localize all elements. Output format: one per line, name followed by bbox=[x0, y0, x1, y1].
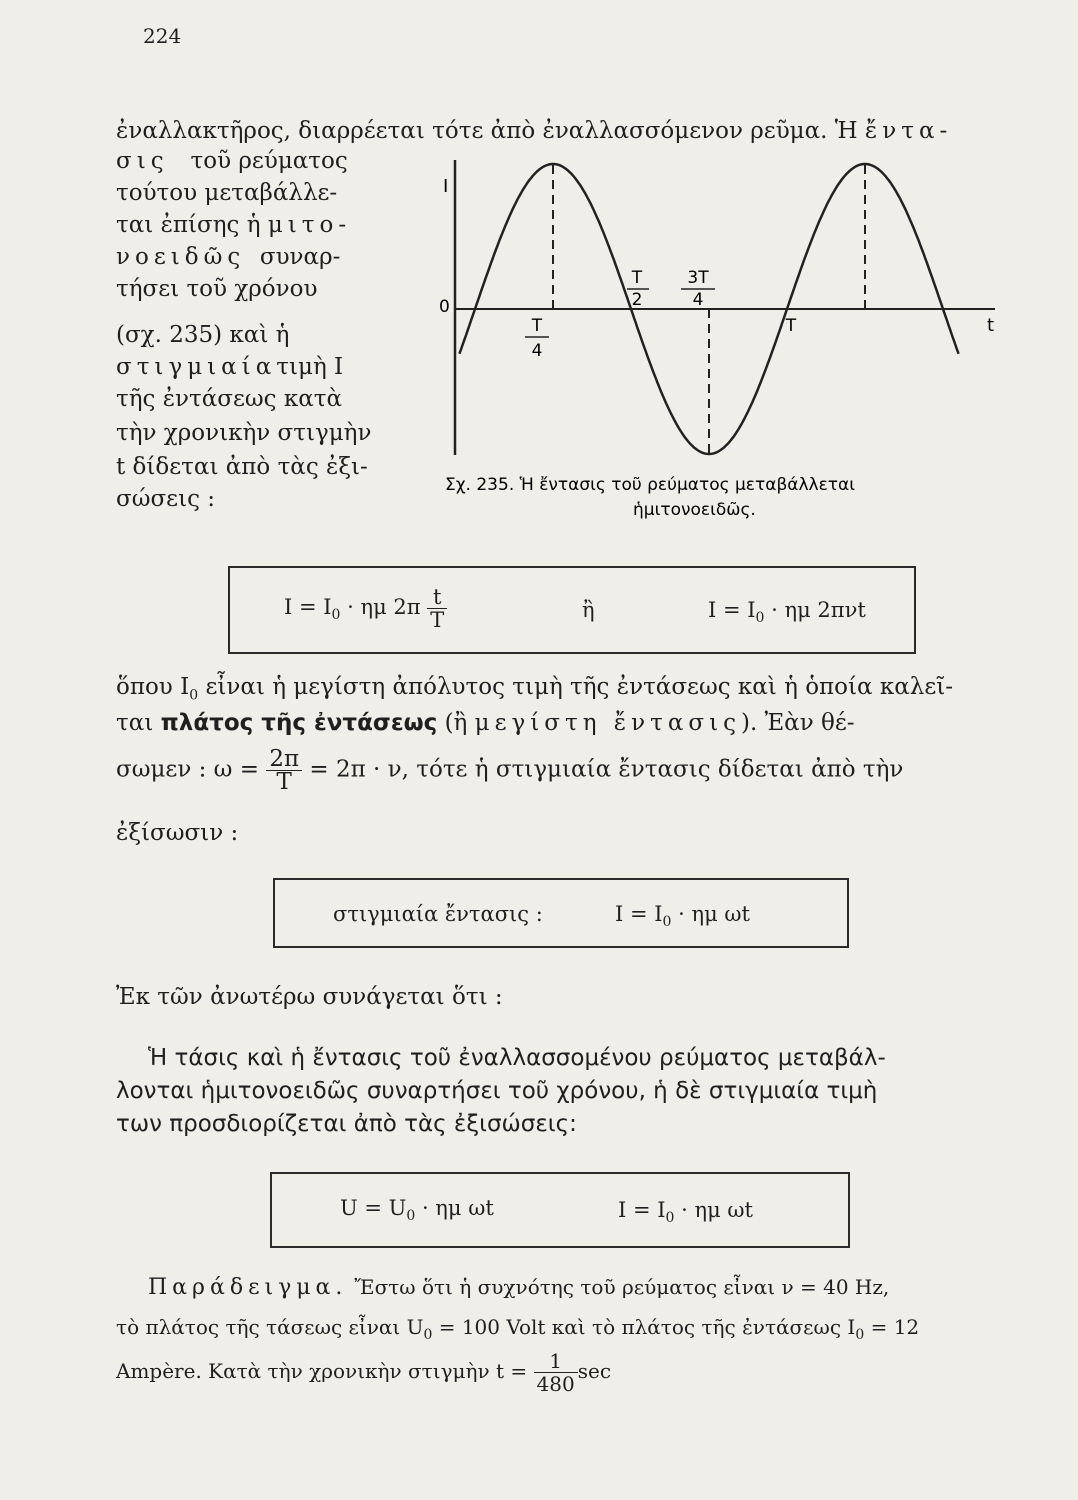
para1-line4: ται ἐπίσης ἡ μιτο- bbox=[116, 212, 352, 238]
equation-2-label: στιγμιαία ἔντασις : bbox=[333, 902, 543, 926]
equation-3-voltage: $U = U_0 \cdot \eta\mu$ ωt bbox=[340, 1196, 494, 1225]
example-line3: Ampère. Κατὰ τὴν χρονικὴν στιγμὴν t = $\frac{1}{480}$ sec bbox=[116, 1349, 612, 1396]
para1-line12: σώσεις : bbox=[116, 486, 216, 512]
tick-label-3t4-num: 3T bbox=[687, 268, 709, 288]
equation-1-right: $I = I_0 \cdot \eta\mu$ 2πνt bbox=[708, 598, 866, 627]
equation-box-2 bbox=[273, 878, 849, 948]
axis-label-i: I bbox=[443, 176, 449, 197]
example-line2: τὸ πλάτος τῆς τάσεως εἶναι $U_0 = 100$ Volt καὶ τὸ πλάτος τῆς ἐντάσεως $I_0 = 12$ bbox=[116, 1315, 920, 1343]
tick-label-3t4-den: 4 bbox=[692, 290, 704, 310]
para2-line4: ἐξίσωσιν : bbox=[116, 820, 239, 846]
equation-1-or: ἢ bbox=[582, 598, 595, 622]
equation-3-current: $I = I_0 \cdot \eta\mu$ ωt bbox=[618, 1198, 753, 1227]
para4-line1: Ἡ τάσις καὶ ἡ ἔντασις τοῦ ἐναλλασσομένου ρεύματος μεταβάλ- bbox=[148, 1045, 886, 1071]
page-number: 224 bbox=[143, 24, 182, 48]
equation-box-1 bbox=[228, 566, 916, 654]
fraction-2pi-over-T: $\frac{2\pi}{T}$ bbox=[266, 748, 302, 793]
para1-line1: ἐναλλακτῆρος, διαρρέεται τότε ἀπὸ ἐναλλασσόμενον ρεῦμα. Ἡ ἔντα- bbox=[116, 118, 953, 144]
para2-line2: ται πλάτος τῆς ἐντάσεως (ἢ μεγίστη ἔντασις). Ἐὰν θέ- bbox=[116, 710, 855, 736]
para1-line6: τήσει τοῦ χρόνου bbox=[116, 276, 318, 302]
fraction-1-over-480: $\frac{1}{480}$ bbox=[534, 1350, 578, 1395]
example-line1: Παράδειγμα. Ἔστω ὅτι ἡ συχνότης τοῦ ρεύματος εἶναι ν = 40 Hz, bbox=[148, 1275, 890, 1300]
tick-label-t4-den: 4 bbox=[531, 341, 543, 361]
para2-line3: σωμεν : ω = $\frac{2\pi}{T}$ = 2π · ν, τότε ἡ στιγμιαία ἔντασις δίδεται ἀπὸ τὴν bbox=[116, 746, 904, 795]
equation-2-formula: $I = I_0 \cdot \eta\mu$ ωt bbox=[615, 902, 750, 931]
equation-box-3 bbox=[270, 1172, 850, 1248]
sine-figure bbox=[395, 150, 1015, 540]
para1-line11: t δίδεται ἀπὸ τὰς ἐξι- bbox=[116, 454, 368, 480]
para1-line2: σις τοῦ ρεύματος bbox=[116, 148, 348, 174]
para3: Ἐκ τῶν ἀνωτέρω συνάγεται ὅτι : bbox=[116, 984, 503, 1010]
tick-label-t2-den: 2 bbox=[631, 290, 643, 310]
para1-line8: στιγμιαίατιμὴ I bbox=[116, 354, 344, 380]
fraction-t-over-T: $\frac{t}{T}$ bbox=[427, 586, 447, 631]
axis-label-t: t bbox=[987, 315, 995, 336]
origin-label: 0 bbox=[439, 297, 450, 317]
para4-line2: λονται ἡμιτονοειδῶς συναρτήσει τοῦ χρόνου, ἡ δὲ στιγμιαία τιμὴ bbox=[116, 1078, 878, 1104]
tick-label-t2-num: T bbox=[631, 268, 643, 288]
para1-line7: (σχ. 235) καὶ ἡ bbox=[116, 322, 290, 348]
figure-caption-line2: ἡμιτονοειδῶς. bbox=[633, 500, 756, 520]
para1-line10: τὴν χρονικὴν στιγμὴν bbox=[116, 420, 372, 446]
figure-caption-line1: Σχ. 235. Ἡ ἔντασις τοῦ ρεύματος μεταβάλλεται bbox=[445, 475, 856, 495]
para4-line3: των προσδιορίζεται ἀπὸ τὰς ἐξισώσεις: bbox=[116, 1111, 577, 1137]
para1-line9: τῆς ἐντάσεως κατὰ bbox=[116, 386, 343, 412]
para1-line5: νοειδῶς συναρ- bbox=[116, 244, 341, 270]
tick-label-t4-num: T bbox=[531, 316, 543, 336]
equation-1-left: $I = I_0 \cdot \eta\mu$ 2π $\frac{t}{T}$ bbox=[284, 586, 447, 631]
para1-line3: τούτου μεταβάλλε- bbox=[116, 180, 338, 206]
para2-line1: ὅπου $I_0$ εἶναι ἡ μεγίστη ἀπόλυτος τιμὴ τῆς ἐντάσεως καὶ ἡ ὁποία καλεῖ- bbox=[116, 674, 954, 704]
tick-label-t: T bbox=[785, 316, 797, 336]
